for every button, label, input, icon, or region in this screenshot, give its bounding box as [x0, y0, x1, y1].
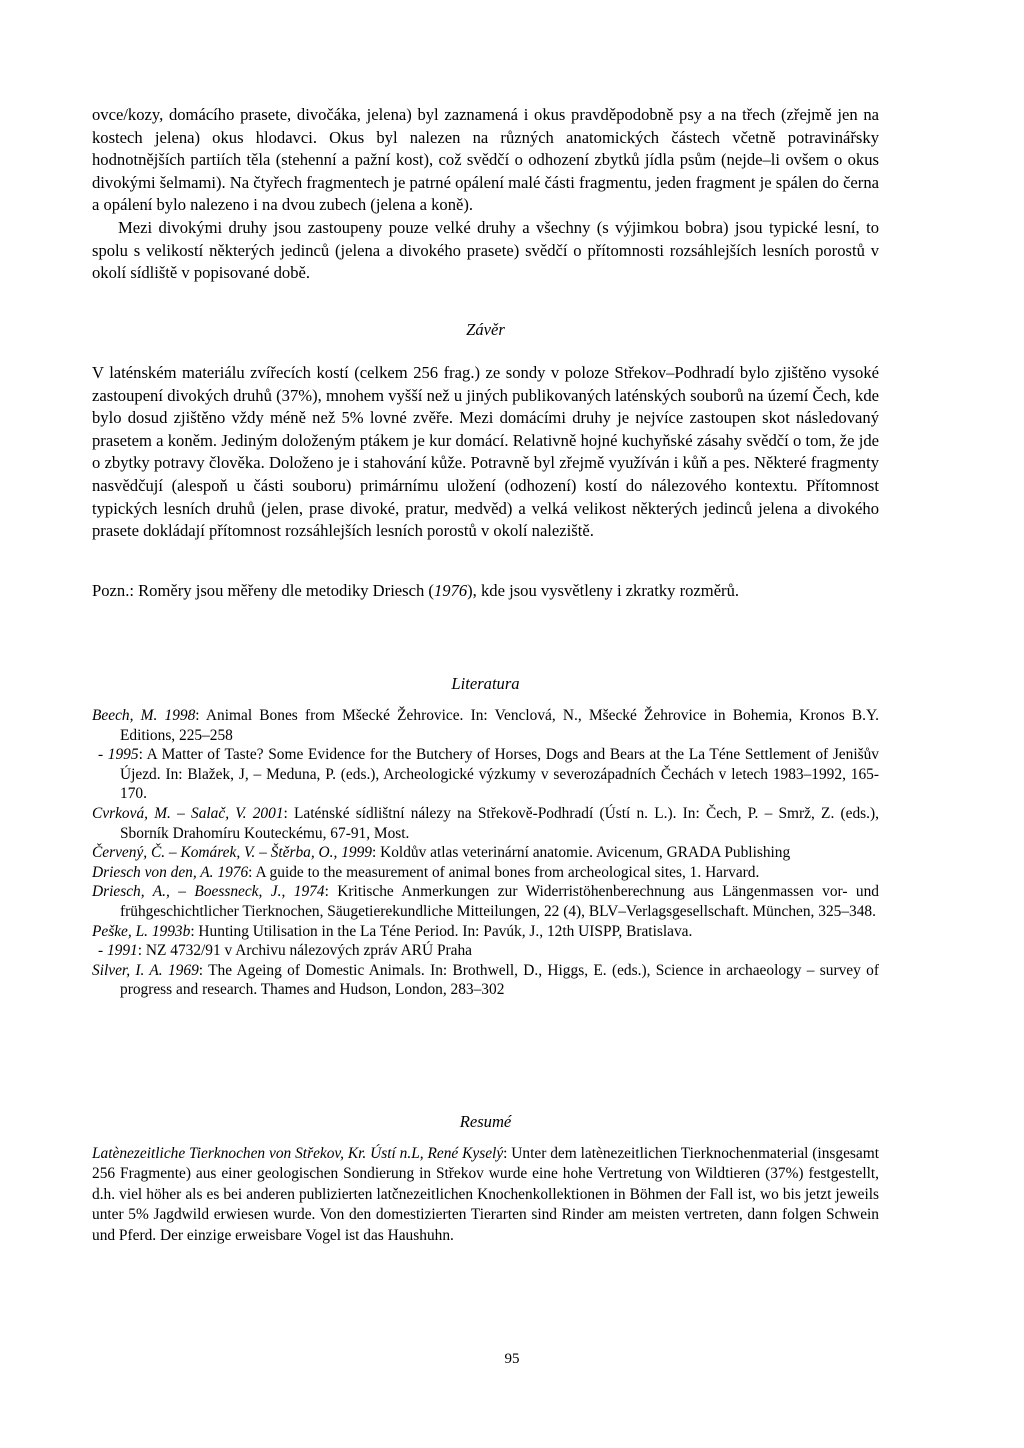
resume-body	[92, 1144, 879, 1246]
reference-item	[92, 843, 879, 863]
reference-text: : The Ageing of Domestic Animals. In: Brothwell, D., Higgs, E. (eds.), Science in archaeology – survey of progress and research. Thames and Hudson, London, 283–302	[120, 961, 879, 999]
reference-item	[92, 706, 879, 745]
reference-item	[92, 745, 879, 804]
reference-author: Driesch, A., – Boessneck, J., 1974	[92, 883, 325, 901]
reference-text: : Koldův atlas veterinární anatomie. Avicenum, GRADA Publishing	[372, 844, 791, 862]
reference-author: Driesch von den, A. 1976	[92, 863, 249, 881]
resume-paragraph	[92, 1144, 879, 1246]
reference-item	[92, 882, 879, 921]
reference-text: : Laténské sídlištní nálezy na Střekově-Podhradí (Ústí n. L.). In: Čech, P. – Smrž, Z. (eds.), Sborník Drahomíru Kouteckému, 67-91, Most.	[120, 804, 879, 842]
reference-text: : Animal Bones from Mšecké Žehrovice. In: Venclová, N., Mšecké Žehrovice in Bohemia, Kronos B.Y. Editions, 225–258	[120, 707, 879, 744]
literatura-heading: Literatura	[451, 674, 520, 693]
note-year: 1976	[433, 581, 468, 600]
reference-text: : NZ 4732/91 v Archivu nálezových zpráv ARÚ Praha	[137, 942, 473, 960]
reference-author: Silver, I. A. 1969	[92, 961, 199, 979]
reference-item	[92, 922, 879, 942]
reference-text: : Hunting Utilisation in the La Téne Period. In: Pavúk, J., 12th UISPP, Bratislava.	[190, 922, 693, 940]
note-text-pre: Roměry jsou měřeny dle metodiky Driesch (	[138, 581, 434, 600]
body-section	[92, 104, 879, 285]
resume-heading: Resumé	[459, 1112, 512, 1131]
resume-title: Latènezeitliche Tierknochen von Střekov, Kr. Ústí n.L, René Kyselý	[92, 1145, 504, 1162]
zaver-section	[92, 320, 879, 340]
body-paragraph-2: Mezi divokými druhy jsou zastoupeny pouze velké druhy a všechny (s výjimkou bobra) jsou typické lesní, to spolu s velikostí některých jedinců (jelena a divokého prasete) svědčí o přítomnosti rozsáhlejších lesních porostů v okolí sídliště v popisované době.	[92, 217, 879, 283]
body-paragraph-1: ovce/kozy, domácího prasete, divočáka, jelena) byl zaznamená i okus pravděpodobně psy a na třech (zřejmě jen na kostech jelena) okus hlodavci. Okus byl nalezen na různých anatomických částech včetně potravinářsky hodnotnějších partiích těla (stehenní a pažní kost), což svědčí o odhození zbytků jídla psům (nejde–li ovšem o okus divokými šelmami). Na čtyřech fragmentech je patrné opálení malé části fragmentu, jeden fragment je spálen do černa a opálení bylo nalezeno i na dvou zubech (jelena a koně).	[92, 105, 879, 215]
zaver-heading: Závěr	[466, 320, 505, 339]
note-text-post: ), kde jsou vysvětleny i zkratky rozměrů.	[467, 581, 740, 600]
reference-item	[92, 941, 879, 961]
note-label: Pozn.:	[92, 581, 134, 600]
reference-text: : Kritische Anmerkungen zur Widerristöhenberechnung aus Längenmassen vor- und frühgeschichtlicher Tierknochen, Säugetierekundliche Mitteilungen, 22 (4), BLV–Verlagsgesellschaft. München, 325–348.	[120, 883, 880, 920]
reference-author: - 1991	[98, 942, 138, 960]
literatura-section	[92, 674, 879, 694]
reference-item	[92, 863, 879, 883]
reference-item	[92, 804, 879, 843]
note-paragraph	[92, 580, 879, 603]
reference-item	[92, 961, 879, 1000]
zaver-paragraph: V laténském materiálu zvířecích kostí (celkem 256 frag.) ze sondy v poloze Střekov–Podhradí bylo zjištěno vysoké zastoupení divokých druhů (37%), mnohem vyšší než u jiných publikovaných laténských souborů na území Čech, kde bylo dosud zjištěno vždy méně než 5% lovné zvěře. Mezi domácími druhy je nejvíce zastoupen skot následovaný prasetem a koněm. Jediným doloženým ptákem je kur domácí. Relativně hojné kuchyňské zásahy svědčí o tom, že jde o zbytky potravy člověka. Doloženo je i stahování kůže. Potravně byl zřejmě využíván i kůň a pes. Některé fragmenty nasvědčují (alespoň u části souboru) primárnímu uložení (odhození) kostí do nálezového kontextu. Přítomnost typických lesních druhů (jelen, prase divoké, pratur, medvěd) a velká velikost některých jedinců jelena a divokého prasete dokládají přítomnost rozsáhlejších lesních porostů v okolí naleziště.	[92, 363, 879, 541]
reference-author: - 1995	[98, 746, 139, 764]
reference-text: : A Matter of Taste? Some Evidence for the Butchery of Horses, Dogs and Bears at the La Téne Settlement of Jenišův Újezd. In: Blažek, J, – Meduna, P. (eds.), Archeologické výzkumy v severozápadních Čechách v letech 1983–1992, 165-170.	[120, 746, 879, 803]
resume-text: : Unter dem latènezeitlichen Tierknochenmaterial (insgesamt 256 Fragmente) aus einer geologischen Sondierung in Střekov wurde eine hohe Vertretung von Wildtieren (37%) festgestellt, d.h. viel höher als es bei anderen publizierten latčnezeitlichen Knochenkollektionen in Böhmen der Fall ist, wo bis jetzt jeweils unter 5% Jagdwild erwiesen wurde. Von den domestizierten Tierarten sind Rinder am meisten vertreten, dann folgen Schwein und Pferd. Der einzige erweisbare Vogel ist das Haushuhn.	[92, 1145, 879, 1244]
reference-list	[92, 706, 879, 1000]
note-section	[92, 580, 879, 603]
page-number: 95	[504, 1351, 520, 1367]
zaver-body	[92, 362, 879, 543]
reference-text: : A guide to the measurement of animal bones from archeological sites, 1. Harvard.	[248, 863, 760, 881]
reference-author: Beech, M. 1998	[92, 707, 196, 724]
reference-author: Peške, L. 1993b	[92, 922, 191, 940]
reference-author: Cvrková, M. – Salač, V. 2001	[92, 804, 284, 822]
resume-section	[92, 1112, 879, 1132]
reference-author: Červený, Č. – Komárek, V. – Štěrba, O., 1999	[92, 844, 372, 862]
